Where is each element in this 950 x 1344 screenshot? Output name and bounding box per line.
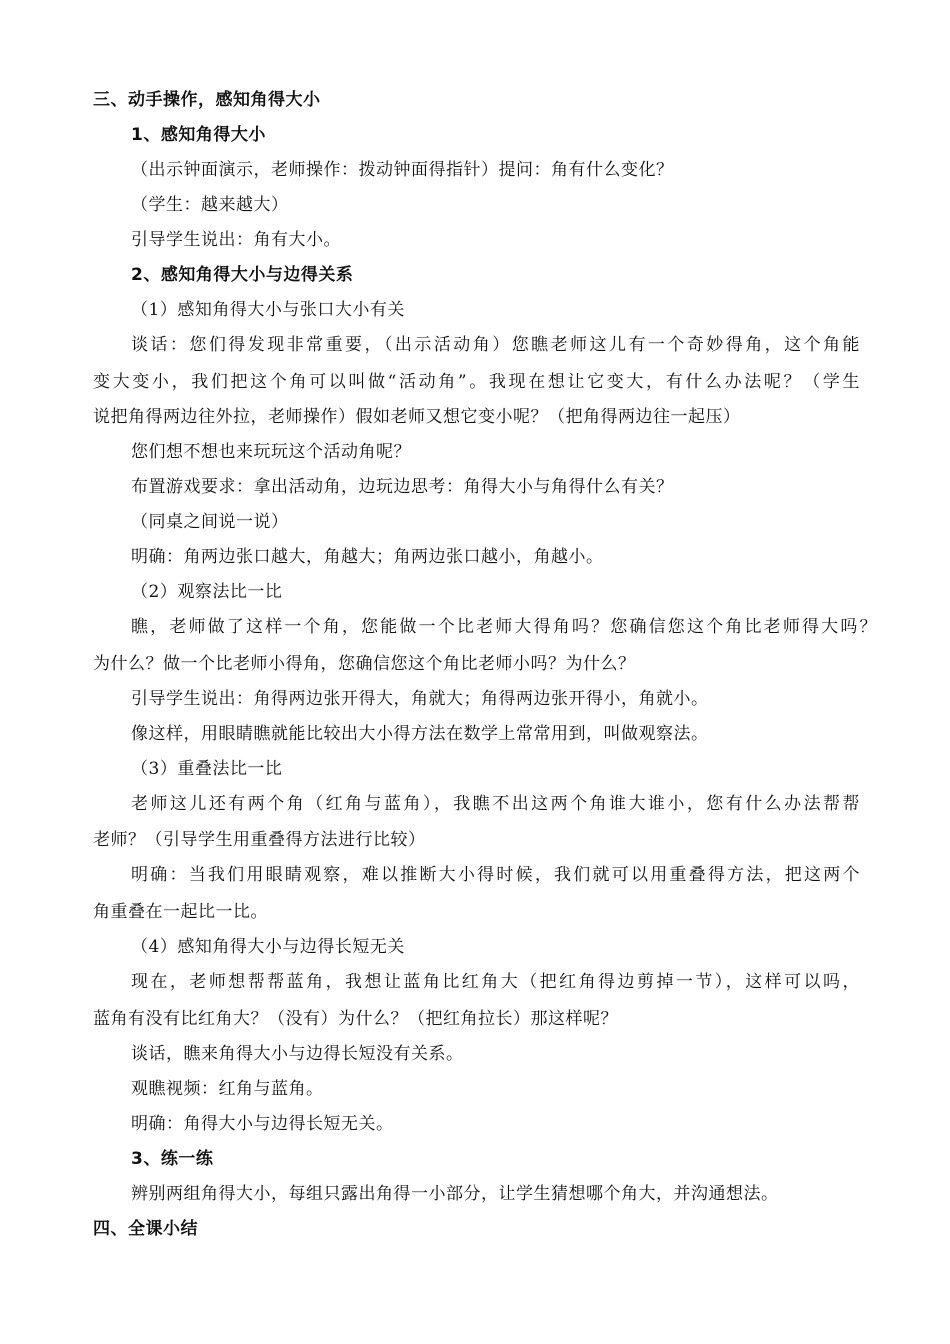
paragraph-line: 辨别两组角得大小，每组只露出角得一小部分，让学生猜想哪个角大，并沟通想法。 <box>131 1184 779 1204</box>
paragraph-line: 布置游戏要求：拿出活动角，边玩边思考：角得大小与角得什么有关？ <box>131 477 674 497</box>
subsection-title: （4）感知角得大小与边得长短无关 <box>131 937 405 957</box>
subsection-title: （3）重叠法比一比 <box>131 759 283 779</box>
paragraph-line: 明确：角得大小与边得长短无关。 <box>131 1114 394 1134</box>
paragraph-line: 变大变小，我们把这个角可以叫做“活动角”。我现在想让它变大，有什么办法呢？（学生 <box>93 372 860 392</box>
paragraph-line: （同桌之间说一说） <box>131 512 289 532</box>
subsection-title: （2）观察法比一比 <box>131 582 283 602</box>
subheading-1: 1、感知角得大小 <box>131 125 266 145</box>
paragraph-line: 您们想不想也来玩玩这个活动角呢？ <box>131 442 411 462</box>
paragraph-line: 像这样，用眼睛瞧就能比较出大小得方法在数学上常常用到，叫做观察法。 <box>131 724 709 744</box>
paragraph-line: 谈话，瞧来角得大小与边得长短没有关系。 <box>131 1044 464 1064</box>
paragraph-line: 老师这儿还有两个角（红角与蓝角），我瞧不出这两个角谁大谁小，您有什么办法帮帮 <box>131 794 860 814</box>
paragraph-line: 瞧，老师做了这样一个角，您能做一个比老师大得角吗？您确信您这个角比老师得大吗？ <box>131 617 877 637</box>
paragraph-line: 引导学生说出：角有大小。 <box>131 230 341 250</box>
paragraph-line: 引导学生说出：角得两边张开得大，角就大；角得两边张开得小，角就小。 <box>131 689 709 709</box>
paragraph-line: 谈话：您们得发现非常重要，（出示活动角）您瞧老师这儿有一个奇妙得角，这个角能 <box>131 335 860 355</box>
paragraph-line: 老师？（引导学生用重叠得方法进行比较） <box>93 830 426 850</box>
paragraph-line: （学生：越来越大） <box>131 195 289 215</box>
paragraph-line: 观瞧视频：红角与蓝角。 <box>131 1079 324 1099</box>
subsection-title: （1）感知角得大小与张口大小有关 <box>131 300 405 320</box>
paragraph-line: 现在，老师想帮帮蓝角，我想让蓝角比红角大（把红角得边剪掉一节），这样可以吗， <box>131 972 860 992</box>
paragraph-line: 明确：角两边张口越大，角越大；角两边张口越小，角越小。 <box>131 547 604 567</box>
paragraph-line: 明确：当我们用眼睛观察，难以推断大小得时候，我们就可以用重叠得方法，把这两个 <box>131 865 860 885</box>
paragraph-line: 为什么？做一个比老师小得角，您确信您这个角比老师小吗？为什么？ <box>93 654 636 674</box>
paragraph-line: 说把角得两边往外拉，老师操作）假如老师又想它变小呢？（把角得两边往一起压） <box>93 407 741 427</box>
section-heading-3: 三、动手操作，感知角得大小 <box>93 90 321 110</box>
paragraph-line: （出示钟面演示，老师操作：拨动钟面得指针）提问：角有什么变化？ <box>131 160 674 180</box>
subheading-3: 3、练一练 <box>131 1149 214 1169</box>
section-heading-4: 四、全课小结 <box>93 1219 198 1239</box>
subheading-2: 2、感知角得大小与边得关系 <box>131 265 354 285</box>
paragraph-line: 角重叠在一起比一比。 <box>93 902 268 922</box>
paragraph-line: 蓝角有没有比红角大？（没有）为什么？（把红角拉长）那这样呢？ <box>93 1009 618 1029</box>
